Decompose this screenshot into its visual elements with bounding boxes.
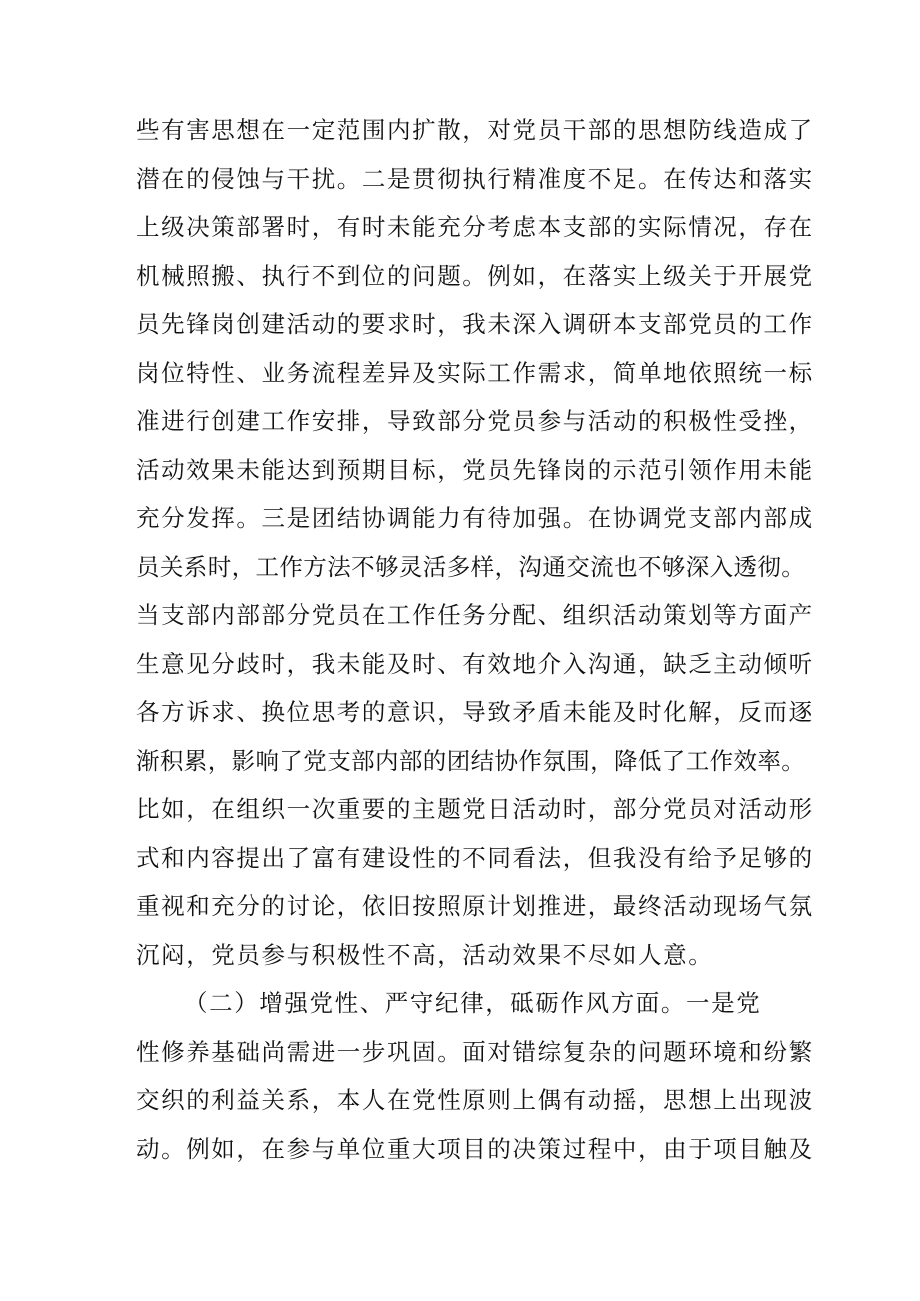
text-line: 比如，在组织一次重要的主题党日活动时，部分党员对活动形 [136,795,814,823]
text-line: 员关系时，工作方法不够灵活多样，沟通交流也不够深入透彻。 [136,552,806,581]
text-line: 潜在的侵蚀与干扰。二是贯彻执行精准度不足。在传达和落实 [136,164,814,193]
text-line: 重视和充分的讨论，依旧按照原计划推进，最终活动现场气氛 [136,892,814,920]
section-heading-line: （二）增强党性、严守纪律，砥砺作风方面。一是党 [184,989,762,1017]
text-line: 式和内容提出了富有建设性的不同看法，但我没有给予足够的 [136,843,814,872]
text-line: 岗位特性、业务流程差异及实际工作需求，简单地依照统一标 [136,358,814,387]
text-line: 生意见分歧时，我未能及时、有效地介入沟通，缺乏主动倾听 [136,649,814,678]
text-line: 准进行创建工作安排，导致部分党员参与活动的积极性受挫， [136,407,814,435]
text-line: 员先锋岗创建活动的要求时，我未深入调研本支部党员的工作 [136,310,814,338]
text-line: 渐积累，影响了党支部内部的团结协作氛围，降低了工作效率。 [136,746,806,775]
text-line: 性修养基础尚需进一步巩固。面对错综复杂的问题环境和纷繁 [136,1037,814,1066]
body-text [136,106,814,1173]
text-line: 机械照搬、执行不到位的问题。例如，在落实上级关于开展党 [136,261,814,290]
text-line: 上级决策部署时，有时未能充分考虑本支部的实际情况，存在 [136,213,814,241]
text-line: 些有害思想在一定范围内扩散，对党员干部的思想防线造成了 [136,116,814,144]
text-line: 各方诉求、换位思考的意识，导致矛盾未能及时化解，反而逐 [136,698,814,726]
text-line: 活动效果未能达到预期目标，党员先锋岗的示范引领作用未能 [136,455,814,484]
text-line: 充分发挥。三是团结协调能力有待加强。在协调党支部内部成 [136,504,814,532]
text-line: 动。例如，在参与单位重大项目的决策过程中，由于项目触及 [136,1134,814,1163]
text-line: 沉闷，党员参与积极性不高，活动效果不尽如人意。 [136,940,714,969]
text-line: 当支部内部部分党员在工作任务分配、组织活动策划等方面产 [136,601,814,629]
text-line: 交织的利益关系，本人在党性原则上偶有动摇，思想上出现波 [136,1086,814,1114]
